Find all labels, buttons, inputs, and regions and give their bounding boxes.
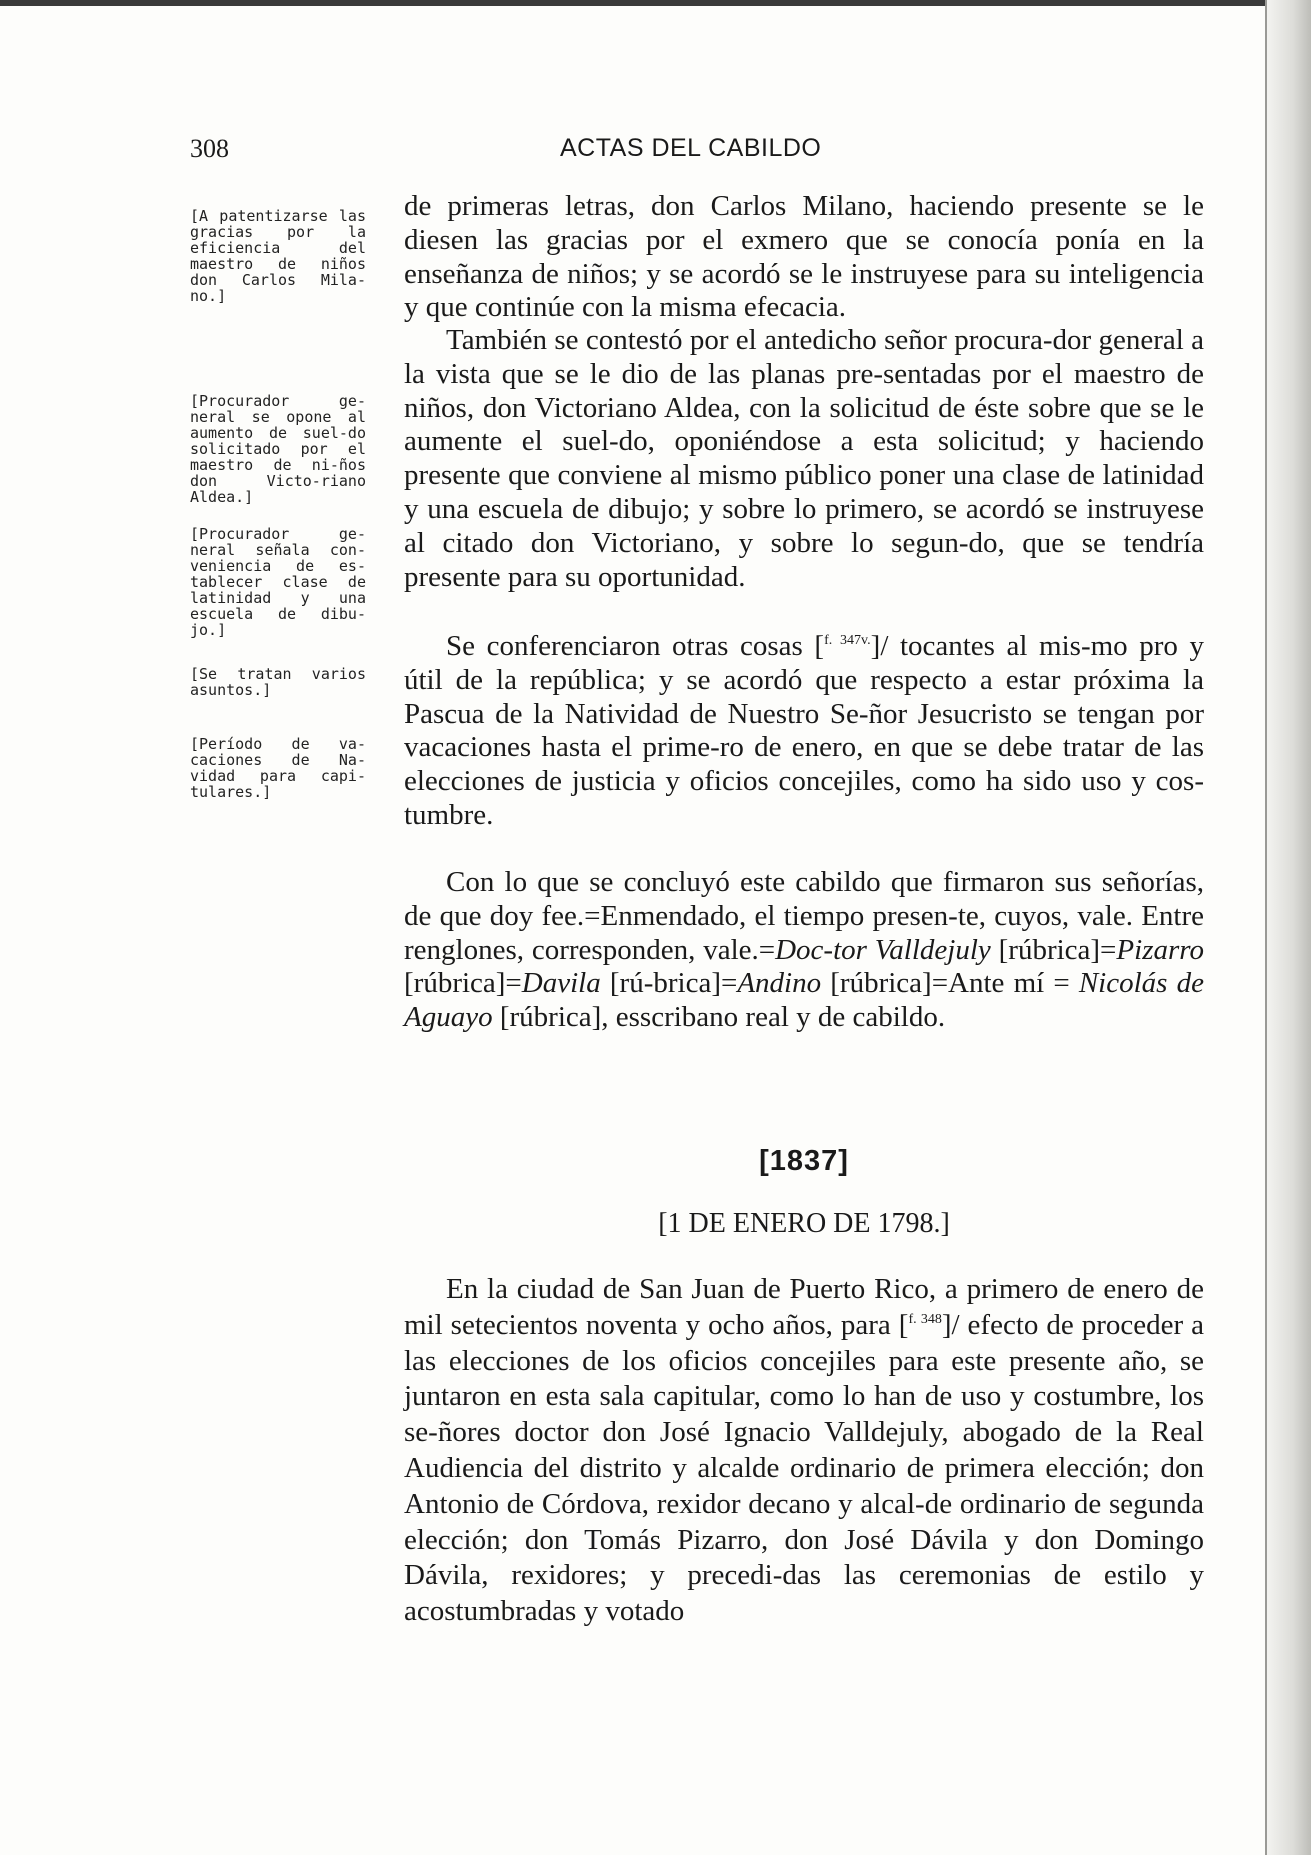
margin-note: [Se tratan varios asuntos.] [190, 665, 366, 699]
page-edge-shadow [1267, 0, 1311, 1855]
paragraph: También se contestó por el antedicho señor procura-dor general a la vista que se le dio de las planas pre-sentadas por el maestro de niños, don Victoriano Aldea, con la solicitud de éste sobre que se le aumente el suel-do, oponiéndose a esta solicitud; y haciendo presente que conviene al mismo público poner una clase de latinidad y una escuela de dibujo; y sobre lo primero, se acordó se instruyese al citado don Victoriano, y sobre lo segun-do, que se tendría presente para su oportunidad. [404, 324, 1204, 593]
text-run: [rúbrica]= [990, 933, 1117, 966]
text-run: ]/ tocantes al mis-mo pro y útil de la república; y se acordó que respecto a estar próxima la Pascua de la Natividad de Nuestro Se-ñor Jesucristo se tengan por vacaciones hasta el prime-ro de enero, en que se debe tratar de las elecciones de justicia y oficios concejiles, como ha sido uso y cos-tumbre. [404, 630, 1204, 831]
text-run: Con lo que se concluyó este cabildo que firmaron sus señorías, de que doy fee.=Enmendado, el tiempo presen-te, cuyos, vale. Entre renglones, corresponden, vale.= [404, 866, 1204, 966]
margin-note: [A patentizarse las gracias por la eficiencia del maestro de niños don Carlos Mila-no.] [190, 207, 366, 305]
text-run: Se conferenciaron otras cosas [ [446, 630, 825, 662]
signature-andino: Andino [737, 967, 822, 1000]
signature-valldejuly: Doc-tor Valldejuly [775, 933, 991, 966]
page-number: 308 [190, 134, 229, 163]
paragraph-signatures [404, 866, 1204, 1035]
running-title: ACTAS DEL CABILDO [560, 134, 822, 162]
text-run: En la ciudad de San Juan de Puerto Rico, a primero de enero de mil setecientos noventa y ocho años, para [ [404, 1273, 1204, 1341]
page-top-edge [0, 0, 1311, 6]
text-run: ]/ efecto de proceder a las elecciones de los oficios concejiles para este presente año, se juntaron en esta sala capitular, como lo han de uso y costumbre, los se-ñores doctor don José Ignacio Valldejuly, abogado de la Real Audiencia del distrito y alcalde ordinario de primera elección; don Antonio de Córdova, rexidor decano y alcal-de ordinario de segunda elección; don Tomás Pizarro, don José Dávila y don Domingo Dávila, rexidores; y precedi-das las ceremonias de estilo y acostumbradas y votado [404, 1308, 1204, 1628]
signature-davila: Davila [521, 967, 601, 1000]
document-date: [1 DE ENERO DE 1798.] [658, 1208, 950, 1239]
paragraph: de primeras letras, don Carlos Milano, haciendo presente se le diesen las gracias por el exmero que se conocía ponía en la enseñanza de niños; y se acordó se le instruyese para su inteligencia y que continúe con la misma efecacia. [404, 190, 1204, 324]
margin-note: [Período de va-caciones de Na-vidad para capi-tulares.] [190, 735, 366, 801]
folio-reference: f. 347v. [824, 633, 871, 648]
text-run: [rúbrica], esscribano real y de cabildo. [492, 1001, 946, 1034]
text-run: [rúbrica]= [404, 967, 522, 1000]
signature-pizarro: Pizarro [1116, 933, 1204, 966]
paragraph [404, 1272, 1204, 1630]
document-number: [1837] [759, 1145, 849, 1177]
paragraph [404, 630, 1204, 833]
margin-note: [Procurador ge-neral se opone al aumento de suel-do solicitado por el maestro de ni-ños don Victo-riano Aldea.] [190, 392, 366, 506]
signature-aguayo: Nicolás de Aguayo [404, 967, 1204, 1034]
text-run: [rú-brica]= [600, 967, 738, 1000]
folio-reference: f. 348 [908, 1311, 942, 1327]
margin-note: [Procurador ge-neral señala con-veniencia de es-tablecer clase de latinidad y una escuela de dibu-jo.] [190, 525, 366, 639]
text-run: [rúbrica]=Ante mí = [821, 967, 1079, 1000]
